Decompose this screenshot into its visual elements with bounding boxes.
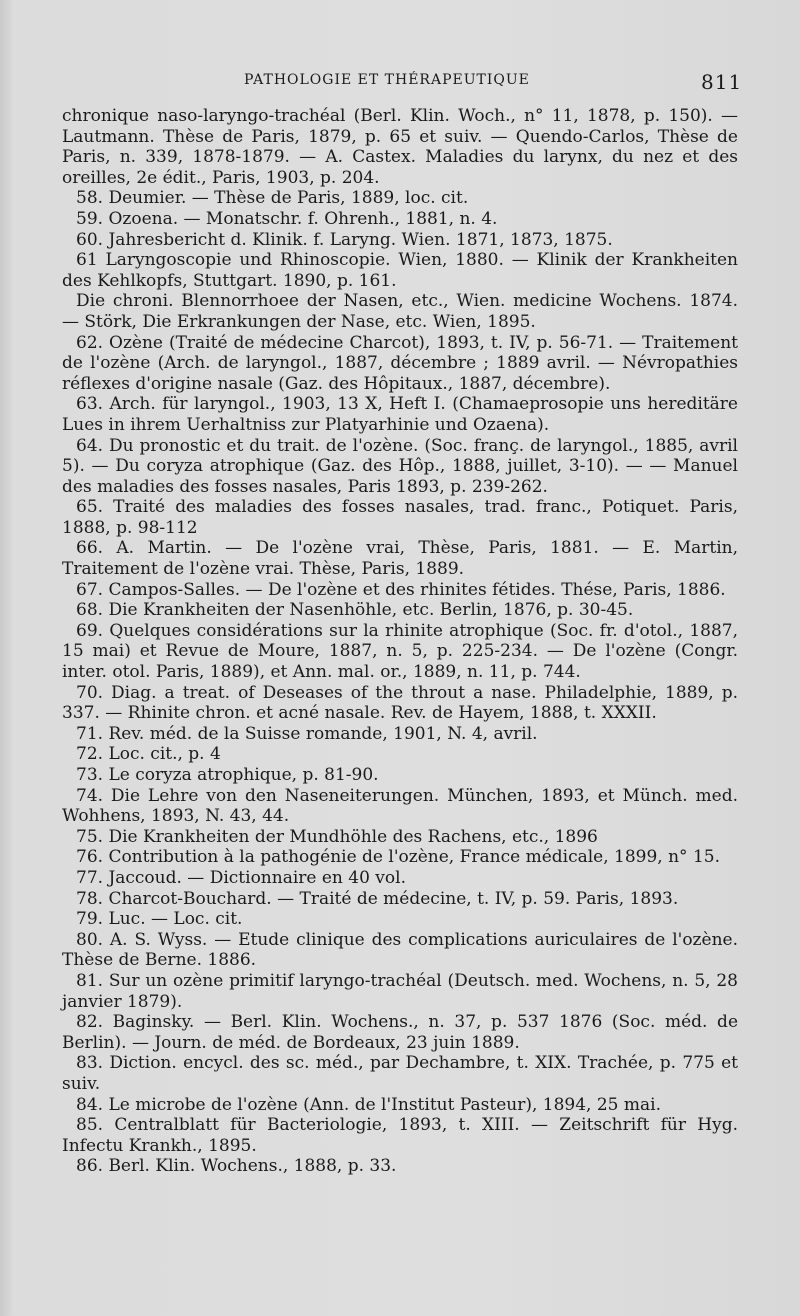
reference-72: 72. Loc. cit., p. 4	[76, 744, 221, 765]
reference-64: 64. Du pronostic et du trait. de l'ozène. (Soc. franç. de laryngol., 1885, avril 5). — Du coryza atrophique (Gaz. des Hôp., 1888, juillet, 3-10). — — Manuel des maladies des fosses nasales, Paris 1893, p. 239-262.	[62, 435, 738, 497]
reference-59: 59. Ozoena. — Monatschr. f. Ohrenh., 1881, n. 4.	[76, 208, 498, 229]
reference-63: 63. Arch. für laryngol., 1903, 13 X, Heft I. (Chamaeprosopie uns hereditäre Lues in ihrem Uerhaltniss zur Platyarhinie und Ozaena).	[62, 394, 738, 435]
reference-80: 80. A. S. Wyss. — Etude clinique des complications auriculaires de l'ozène. Thèse de Berne. 1886.	[62, 929, 738, 971]
reference-77: 77. Jaccoud. — Dictionnaire en 40 vol.	[76, 867, 406, 888]
reference-71: 71. Rev. méd. de la Suisse romande, 1901, N. 4, avril.	[76, 723, 538, 744]
reference-76: 76. Contribution à la pathogénie de l'ozène, France médicale, 1899, n° 15.	[76, 847, 720, 868]
reference-84: 84. Le microbe de l'ozène (Ann. de l'Institut Pasteur), 1894, 25 mai.	[76, 1094, 661, 1115]
reference-list	[62, 106, 738, 1177]
reference-74: 74. Die Lehre von den Naseneiterungen. München, 1893, et Münch. med. Wohhens, 1893, N. 43, 44.	[62, 785, 738, 827]
reference-75: 75. Die Krankheiten der Mundhöhle des Rachens, etc., 1896	[76, 826, 598, 847]
page-header	[0, 66, 800, 96]
running-head: PATHOLOGIE ET THÉRAPEUTIQUE	[244, 72, 530, 88]
reference-67: 67. Campos-Salles. — De l'ozène et des rhinites fétides. Thése, Paris, 1886.	[76, 579, 726, 600]
reference-73: 73. Le coryza atrophique, p. 81-90.	[76, 765, 379, 785]
reference-68: 68. Die Krankheiten der Nasenhöhle, etc. Berlin, 1876, p. 30-45.	[76, 600, 634, 621]
reference-66: 66. A. Martin. — De l'ozène vrai, Thèse, Paris, 1881. — E. Martin, Traitement de l'ozène vrai. Thèse, Paris, 1889.	[62, 538, 738, 580]
reference-69: 69. Quelques considérations sur la rhinite atrophique (Soc. fr. d'otol., 1887, 15 mai) et Revue de Moure, 1887, n. 5, p. 225-234. — De l'ozène (Congr. inter. otol. Paris, 1889), et Ann. mal. or., 1889, n. 11, p. 744.	[62, 620, 738, 683]
page-number: 811	[701, 70, 743, 94]
reference-78: 78. Charcot-Bouchard. — Traité de médecine, t. IV, p. 59. Paris, 1893.	[76, 888, 679, 909]
reference-61: 61 Laryngoscopie und Rhinoscopie. Wien, 1880. — Klinik der Krankheiten des Kehlkopfs, Stuttgart. 1890, p. 161.	[62, 250, 738, 291]
reference-83: 83. Diction. encycl. des sc. méd., par Dechambre, t. XIX. Trachée, p. 775 et suiv.	[62, 1053, 738, 1094]
reference-62: 62. Ozène (Traité de médecine Charcot), 1893, t. IV, p. 56-71. — Traitement de l'ozène (Arch. de laryngol., 1887, décembre ; 1889 avril. — Névropathies réflexes d'origine nasale (Gaz. des Hôpitaux., 1887, décembre).	[62, 332, 738, 394]
reference-61-continued: Die chroni. Blennorrhoee der Nasen, etc., Wien. medicine Wochens. 1874. — Störk, Die Erkrankungen der Nase, etc. Wien, 1895.	[62, 291, 738, 332]
reference-81: 81. Sur un ozène primitif laryngo-trachéal (Deutsch. med. Wochens, n. 5, 28 janvier 1879).	[62, 970, 738, 1012]
reference-65: 65. Traité des maladies des fosses nasales, trad. franc., Potiquet. Paris, 1888, p. 98-112	[62, 497, 738, 538]
reference-79: 79. Luc. — Loc. cit.	[76, 909, 243, 930]
reference-85: 85. Centralblatt für Bacteriologie, 1893, t. XIII. — Zeitschrift für Hyg. Infectu Krankh., 1895.	[62, 1115, 738, 1156]
reference-continuation: chronique naso-laryngo-trachéal (Berl. Klin. Woch., n° 11, 1878, p. 150). — Lautmann. Thèse de Paris, 1879, p. 65 et suiv. — Quendo-Carlos, Thèse de Paris, n. 339, 1878-1879. — A. Castex. Maladies du larynx, du nez et des oreilles, 2e édit., Paris, 1903, p. 204.	[62, 106, 738, 188]
reference-70: 70. Diag. a treat. of Deseases of the throut a nase. Philadelphie, 1889, p. 337. — Rhinite chron. et acné nasale. Rev. de Hayem, 1888, t. XXXII.	[62, 682, 738, 724]
reference-58: 58. Deumier. — Thèse de Paris, 1889, loc. cit.	[76, 188, 469, 209]
reference-60: 60. Jahresbericht d. Klinik. f. Laryng. Wien. 1871, 1873, 1875.	[76, 229, 613, 250]
reference-86: 86. Berl. Klin. Wochens., 1888, p. 33.	[76, 1156, 397, 1177]
reference-82: 82. Baginsky. — Berl. Klin. Wochens., n. 37, p. 537 1876 (Soc. méd. de Berlin). — Journ. de méd. de Bordeaux, 23 juin 1889.	[62, 1012, 738, 1053]
